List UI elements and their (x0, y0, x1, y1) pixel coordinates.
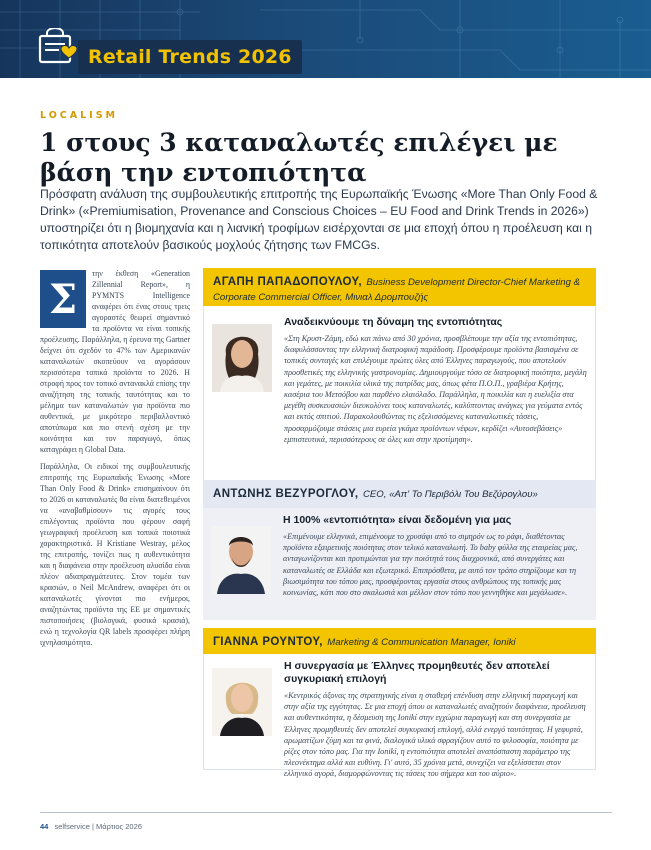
interviewee-role: Marketing & Communication Manager, Ionikί (327, 637, 516, 648)
portrait-photo (211, 526, 271, 594)
footer-text: selfservice | Μάρτιος 2026 (54, 822, 142, 831)
interviewee-name: ΑΝΤΩΝΗΣ ΒΕΖΥΡΟΓΛΟΥ, (213, 488, 359, 500)
interview-text (284, 316, 587, 445)
interviewee-role: Business Development Director-Chief Marketing & Corporate Commercial Officer, Μινιαλ Δρομπουζής (213, 277, 581, 303)
dropcap: Σ (40, 270, 86, 328)
interview-box (203, 628, 596, 779)
interview-header (203, 268, 596, 306)
interview-header (203, 628, 596, 654)
kicker: LOCALISM (40, 110, 118, 121)
interview-subtitle: Η 100% «εντοπιότητα» είναι δεδομένη για μας (283, 514, 512, 526)
body-column (40, 268, 190, 808)
body-paragraph: Παράλληλα, Οι ειδικοί της συμβουλευτικής επιτροπής της Ευρωπαϊκής Ένωσης «More Than Only Food & Drink» επισημαίνουν ότι το 2026 οι καταναλωτές θα είναι διατεθειμένοι να «αναβαθμίσουν» τις αγορές τους επιλέγοντας προϊόντα που φέρουν σαφή γεωγραφική προέλευση και τοπικά ποιοτικά χαρακτηριστικά. Η Kristiane Westray, μέλος της επιτροπής, τονίζει πως η αυθεντικότητα και η διαφάνεια στην προέλευση αλυσίδα είναι πλέον αδιαπραγμάτευτες. Στον τομέα των κρασιών, ο Neil McAndrew, αναφέρει ότι οι καταναλωτές γίνονται πιο ενήμεροι, αναζητώντας προϊόντα της ΕΕ με σημαντικές πιστοποιήσεις (βιολογικά, φυσικά κρασιά), ενώ η τεχνολογία QR labels προσφέρει πλήρη ιχνηλασιμότητα. (40, 462, 190, 647)
body-paragraph: την έκθεση «Generation Zillennial Report», η PYMNTS Intelligence αναφέρει ότι ένας στους τρεις αγοραστές θεωρεί σημαντικό τα προϊόντα να είναι τοπικής προέλευσης. Παράλληλα, η έρευνα της Gartner δείχνει ότι σχεδόν το 47% των Αμερικανών καταναλωτών σκοπεύουν να αγοράσουν περισσότερα τοπικά προϊόντα το 2026. Η στροφή προς τον τοπικό αντανακλά επίσης την αναζήτηση της τοπικής ταυτότητας και το μέλημα των καταναλωτών για προϊόντα πιο αυθεντικά, με μικρότερο περιβαλλοντικό αποτύπωμα και πιο στενή σχέση με την κοινότητα και τον παραγωγό, όπως καταγράφει η Global Data. (40, 269, 190, 454)
interview-box (203, 268, 596, 494)
interviewee-role: CEO, «Απ' Το Περιβόλι Του Βεζύρογλου» (362, 489, 538, 500)
interview-text (283, 514, 588, 598)
interview-quote: «Κεντρικός άξονας της στρατηγικής είναι η σταθερή επένδυση στην ελληνική παραγωγή και στην αξία της εγγύτητας. Σε μια εποχή όπου οι καταναλωτές αναζητούν διαφάνεια, προέλευση και αυθεντικότητα, η δέσμευση της Ionikί στην εγχώρια παραγωγή και στη συνεργασία με Έλληνες προμηθευτές δεν αποτελεί συγκυριακή επιλογή, αλλά ενεργό ταυτότητας. Η γεφυρτά, αρωματίζων ζύμη και τα φινά, διαλογικά υλικά σφραγίζουν αυτό το φιλοσοφία, ποιότητα με ρίζες στον τόπο μας. Για την Ionikί, η εντοπιότητα αποτελεί αναπόσπαστη παράμετρο της πλεονέκτημα αλλά και ευθύνη. Γι' αυτό, 35 χρόνια μετά, συνεχίζει να εξελίσσεται στον ελληνικό αγορά, διαμορφώνοντας τις τάσεις του σήμερα και του αύριο». (284, 691, 586, 779)
section-title: Retail Trends 2026 (88, 46, 292, 68)
interview-body (203, 306, 596, 494)
interview-quote: «Επιμένουμε ελληνικά, επιμένουμε το χρυσάφι από το σιμηρόν ως το ράφι, διαθέτοντας προϊόντα εξαιρετικής ποιότητας στον τελικό καταναλωτή. Το baby φύλλα της εταιρείας μας, ανταγωνίζονται και προτιμώνται για την ποιότητά τους διαχρονικά, από συνεργάτες και καταναλωτές σε Ελλάδα και εξωτερικό. Επιπρόσθετα, με αυτό τον τρόπο στηρίζουμε και τη βιωσιμότητα του τόπου μας, προσφέροντας εργασία στους ανθρώπους της τοπικής μας κοινωνίας, κάτι που στο σκαλωσιά και μέλλον στον τόπο που γεννηθήκε και μεγάλωσε». (283, 532, 578, 598)
page-footer (40, 822, 142, 831)
interview-subtitle: Η συνεργασία με Έλληνες προμηθευτές δεν αποτελεί συγκυριακή επιλογή (284, 660, 550, 685)
interviewee-name: ΓΙΑΝΝΑ ΡΟΥΝΤΟΥ, (213, 636, 323, 648)
shopping-bag-heart-icon (36, 28, 82, 66)
interview-subtitle: Αναδεικνύουμε τη δύναμη της εντοπιότητας (284, 316, 503, 328)
page-number: 44 (40, 822, 49, 831)
interview-header (203, 480, 596, 508)
section-title-badge (78, 40, 302, 74)
footer-divider (40, 812, 612, 813)
interview-text (284, 660, 587, 780)
portrait-photo (212, 668, 272, 736)
lead-paragraph: Πρόσφατη ανάλυση της συμβουλευτικής επιτροπής της Ευρωπαϊκής Ένωσης «More Than Only Food & Drink» («Premiumisation, Provenance and Conscious Choices – EU Food and Drink Trends in 2026») υποστηρίζει ότι η βιομηχανία και η λιανική τροφίμων εισέρχονται σε μια εποχή όπου η προέλευση και η τοπικότητα αποτελούν βασικούς μοχλούς ζήτησης των FMCGs. (40, 187, 598, 252)
headline: 1 στους 3 καταναλωτές επιλέγει με βάση την εντοπιότητα (40, 128, 558, 187)
header-band (0, 0, 651, 78)
interview-box (203, 480, 596, 620)
portrait-photo (212, 324, 272, 392)
interviewee-name: ΑΓΑΠΗ ΠΑΠΑΔΟΠΟΥΛΟΥ, (213, 276, 362, 288)
interview-body (203, 654, 596, 779)
interview-quote: «Στη Κρυστ-Ζάμη, εδώ και πάνω από 30 χρόνια, προσβλέπουμε την αξία της εντοπιότητας, διαφυλάσσοντας την ελληνική διατροφική παράδοση. Προσφέρουμε προϊόντα βασισμένα σε τοπικές συνταγές και επιλέγουμε πρώτες ύλες από Έλληνες παραγωγούς, που αποτελούν προσθετικές της ελληνικής γαστρονομίας. Δημιουργούμε τόσο σε διατροφική ποιότητα, μεγάλη και γεμάτες, με ποικιλία υλικά της πατρίδας μας, όπως φέτα Π.Ο.Π., γραβιέρα Κρήτης, κασέρια του Μετσόβου και παρθένο ελαιόλαδο. Παράλληλα, η ποικιλία και η ευελιξία στα μεγέθη συσκευασιών διευκολύνει τους καταναλωτές, καλύπτοντας ανάγκες για γεύματα εντός και εκτός σπιτιού. Παρακολουθώντας τις εξελισσόμενες καταναλωτικές τάσεις, προσαρμόζουμε στάσεις μια ευρεία γκάμα προϊόντων νέφων, κερδίζει «Αυτοσεβάσεις» εμπιστευτικά, περισσότερους σε όλες και στην προτίμηση». (284, 334, 587, 444)
interview-body (203, 508, 596, 620)
